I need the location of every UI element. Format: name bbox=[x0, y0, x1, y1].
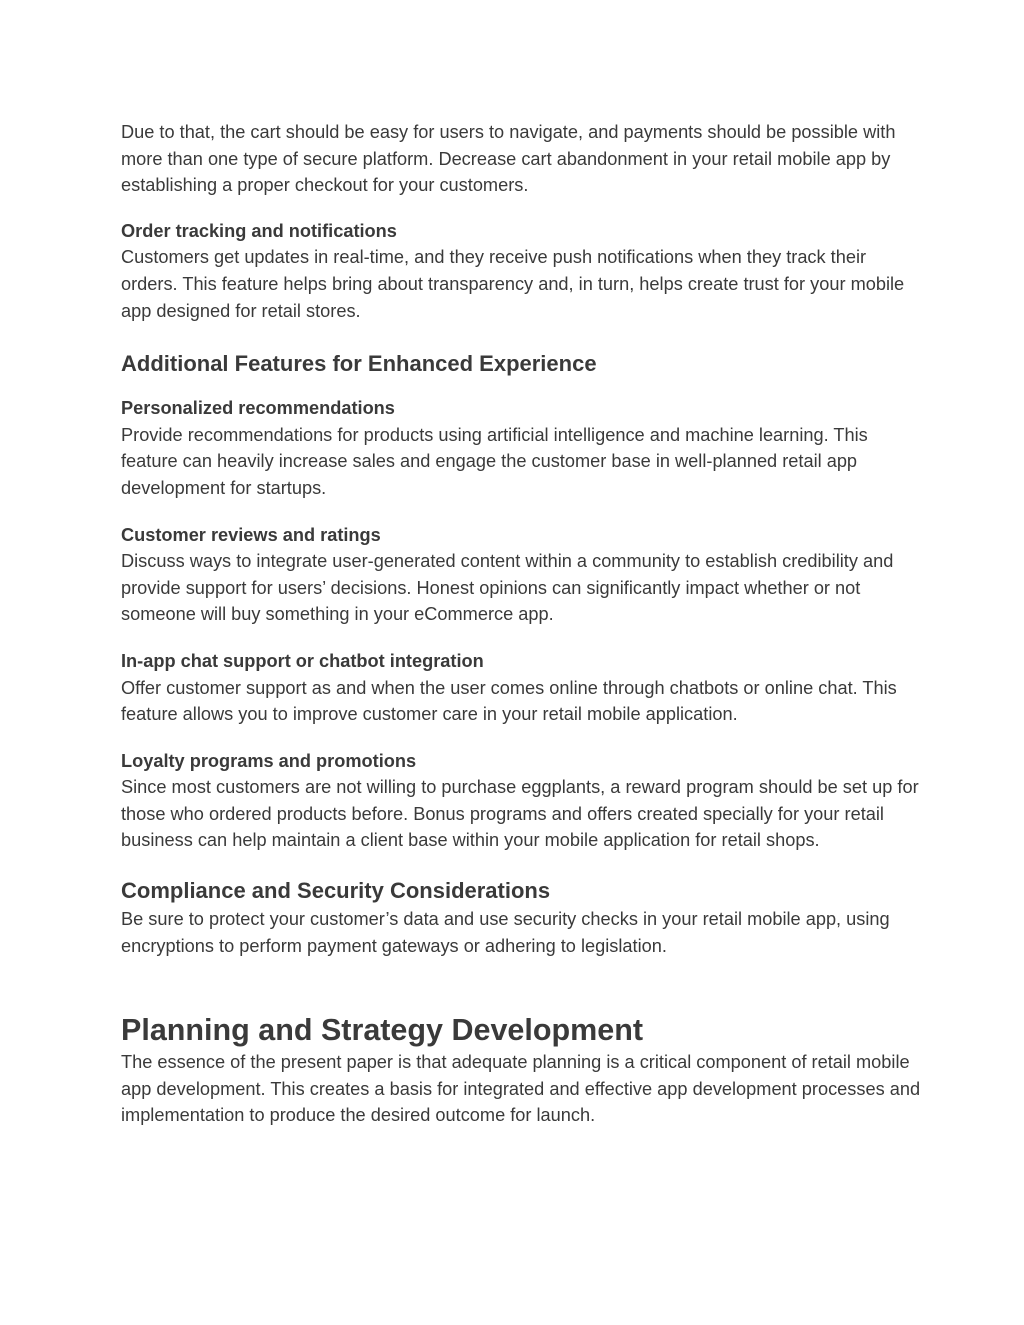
personalized-recommendations-paragraph: Provide recommendations for products using artificial intelligence and machine learning. This feature can heavily increase sales and engage the customer base in well-planned retail app development for startups. bbox=[121, 424, 868, 498]
chat-support-heading: In-app chat support or chatbot integration bbox=[121, 650, 484, 671]
order-tracking-paragraph: Customers get updates in real-time, and they receive push notifications when they track their orders. This feature helps bring about transparency and, in turn, helps create trust for your mobile app designed for retail stores. bbox=[121, 247, 905, 321]
intro-paragraph: Due to that, the cart should be easy for users to navigate, and payments should be possible with more than one type of secure platform. Decrease cart abandonment in your retail mobile app by establishing a proper checkout for your customers. bbox=[121, 122, 896, 196]
personalized-recommendations-section bbox=[121, 395, 921, 501]
order-tracking-section bbox=[121, 218, 921, 324]
document-page bbox=[121, 119, 921, 1129]
planning-paragraph: The essence of the present paper is that adequate planning is a critical component of retail mobile app development. This creates a basis for integrated and effective app development processes and implementation to produce the desired outcome for launch. bbox=[121, 1052, 921, 1126]
additional-features-heading: Additional Features for Enhanced Experience bbox=[121, 351, 597, 377]
customer-reviews-heading: Customer reviews and ratings bbox=[121, 524, 381, 545]
loyalty-programs-heading: Loyalty programs and promotions bbox=[121, 750, 417, 771]
loyalty-programs-section bbox=[121, 748, 921, 854]
personalized-recommendations-heading: Personalized recommendations bbox=[121, 398, 395, 419]
planning-heading: Planning and Strategy Development bbox=[121, 1013, 643, 1048]
customer-reviews-paragraph: Discuss ways to integrate user-generated content within a community to establish credibility and provide support for users’ decisions. Honest opinions can significantly impact whether or not someone will buy something in your eCommerce app. bbox=[121, 551, 894, 625]
loyalty-programs-paragraph: Since most customers are not willing to purchase eggplants, a reward program should be set up for those who ordered products before. Bonus programs and offers created specially for your retail business can help maintain a client base within your mobile application for retail shops. bbox=[121, 777, 919, 851]
customer-reviews-section bbox=[121, 522, 921, 628]
compliance-heading: Compliance and Security Considerations bbox=[121, 878, 551, 904]
compliance-paragraph: Be sure to protect your customer’s data and use security checks in your retail mobile app, using encryptions to perform payment gateways or adhering to legislation. bbox=[121, 909, 890, 956]
chat-support-paragraph: Offer customer support as and when the user comes online through chatbots or online chat. This feature allows you to improve customer care in your retail mobile application. bbox=[121, 677, 897, 725]
chat-support-section bbox=[121, 648, 921, 728]
order-tracking-heading: Order tracking and notifications bbox=[121, 220, 397, 241]
